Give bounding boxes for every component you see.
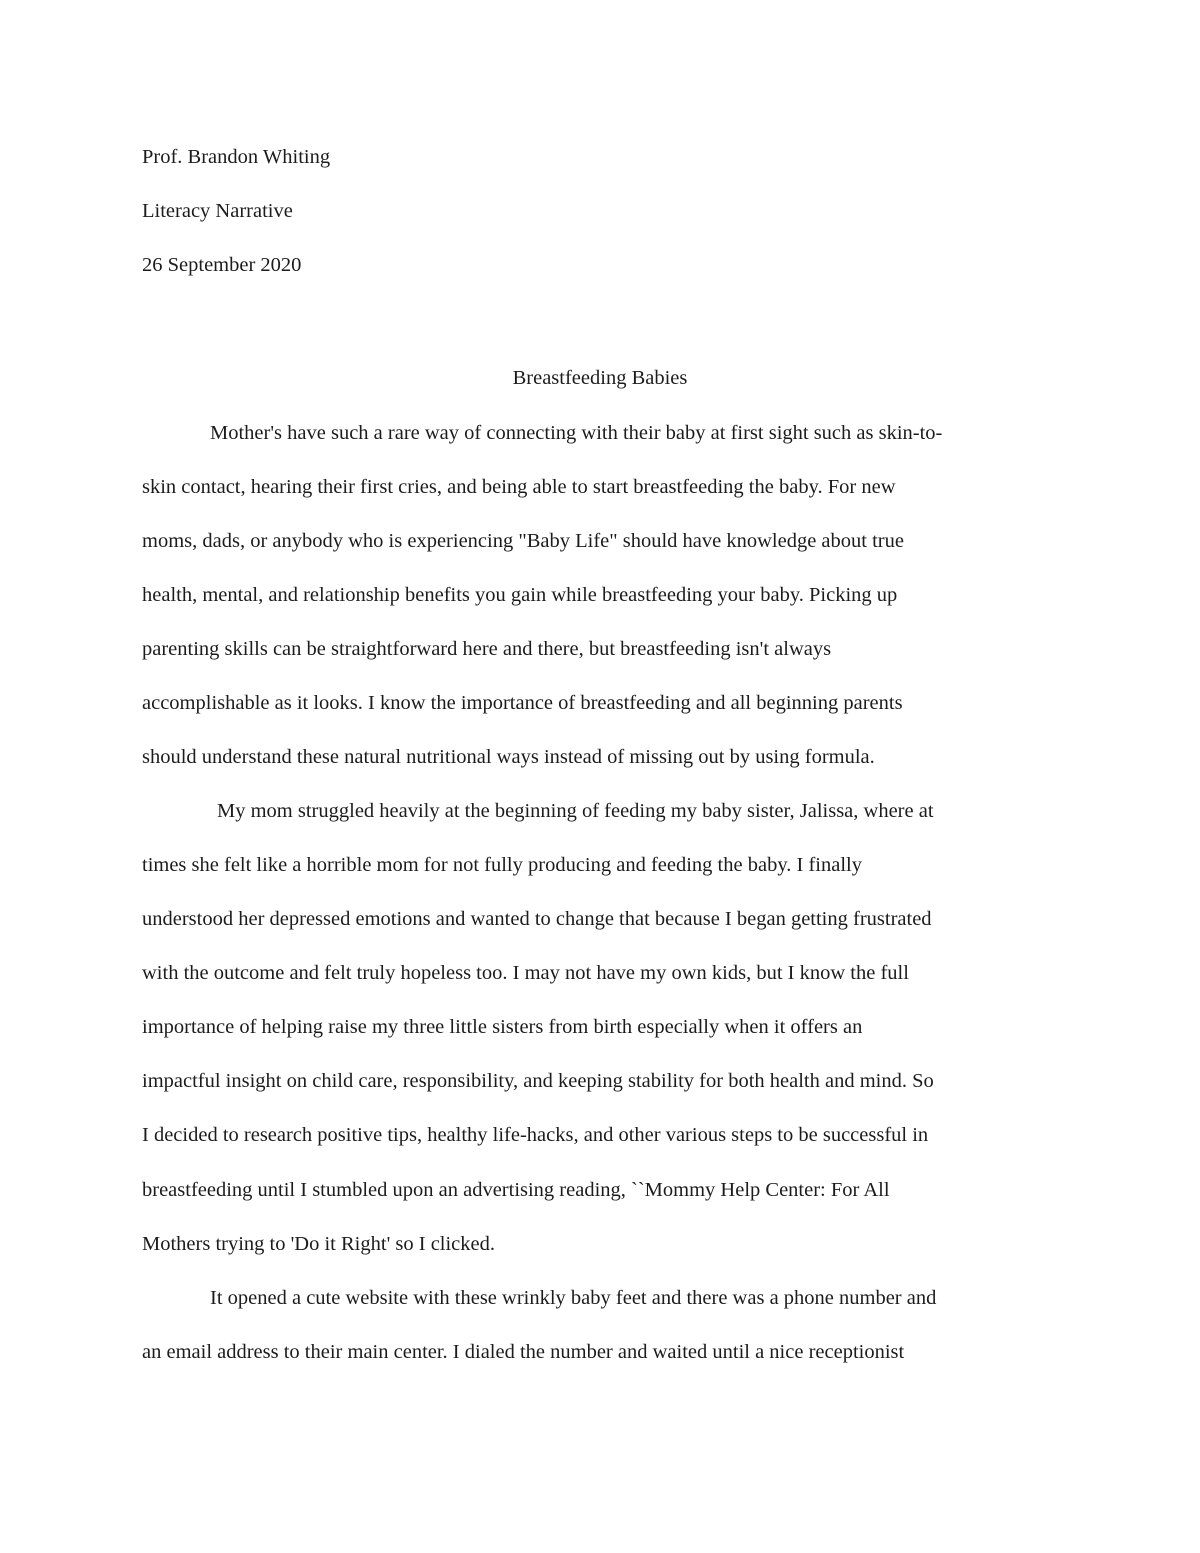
paragraph-line: should understand these natural nutritional ways instead of missing out by using formula. (142, 746, 875, 768)
paragraph-line: an email address to their main center. I dialed the number and waited until a nice receptionist (142, 1341, 905, 1363)
document-title: Breastfeeding Babies (512, 367, 688, 389)
paragraph-line: breastfeeding until I stumbled upon an advertising reading, ``Mommy Help Center: For All (142, 1179, 890, 1201)
paragraph-line: It opened a cute website with these wrinkly baby feet and there was a phone number and (210, 1287, 937, 1309)
instructor-name: Prof. Brandon Whiting (142, 146, 331, 168)
paragraph-line: with the outcome and felt truly hopeless too. I may not have my own kids, but I know the full (142, 962, 909, 984)
paragraph-line: accomplishable as it looks. I know the importance of breastfeeding and all beginning parents (142, 692, 903, 714)
assignment-name: Literacy Narrative (142, 200, 293, 222)
paragraph-line: impactful insight on child care, responsibility, and keeping stability for both health and mind. So (142, 1070, 934, 1092)
paragraph-line: My mom struggled heavily at the beginning of feeding my baby sister, Jalissa, where at (217, 800, 934, 822)
paragraph-line: moms, dads, or anybody who is experiencing "Baby Life" should have knowledge about true (142, 530, 904, 552)
paragraph-line: parenting skills can be straightforward here and there, but breastfeeding isn't always (142, 638, 832, 660)
paragraph-line: health, mental, and relationship benefits you gain while breastfeeding your baby. Picking up (142, 584, 898, 606)
paragraph-line: Mother's have such a rare way of connecting with their baby at first sight such as skin-to- (210, 422, 943, 444)
paragraph-line: skin contact, hearing their first cries, and being able to start breastfeeding the baby. For new (142, 476, 896, 498)
paragraph-line: Mothers trying to 'Do it Right' so I clicked. (142, 1233, 496, 1255)
paragraph-line: understood her depressed emotions and wanted to change that because I began getting frustrated (142, 908, 932, 930)
document-date: 26 September 2020 (142, 254, 302, 276)
paragraph-line: times she felt like a horrible mom for not fully producing and feeding the baby. I finally (142, 854, 862, 876)
paragraph-line: importance of helping raise my three little sisters from birth especially when it offers an (142, 1016, 863, 1038)
paragraph-line: I decided to research positive tips, healthy life-hacks, and other various steps to be successful in (142, 1124, 929, 1146)
